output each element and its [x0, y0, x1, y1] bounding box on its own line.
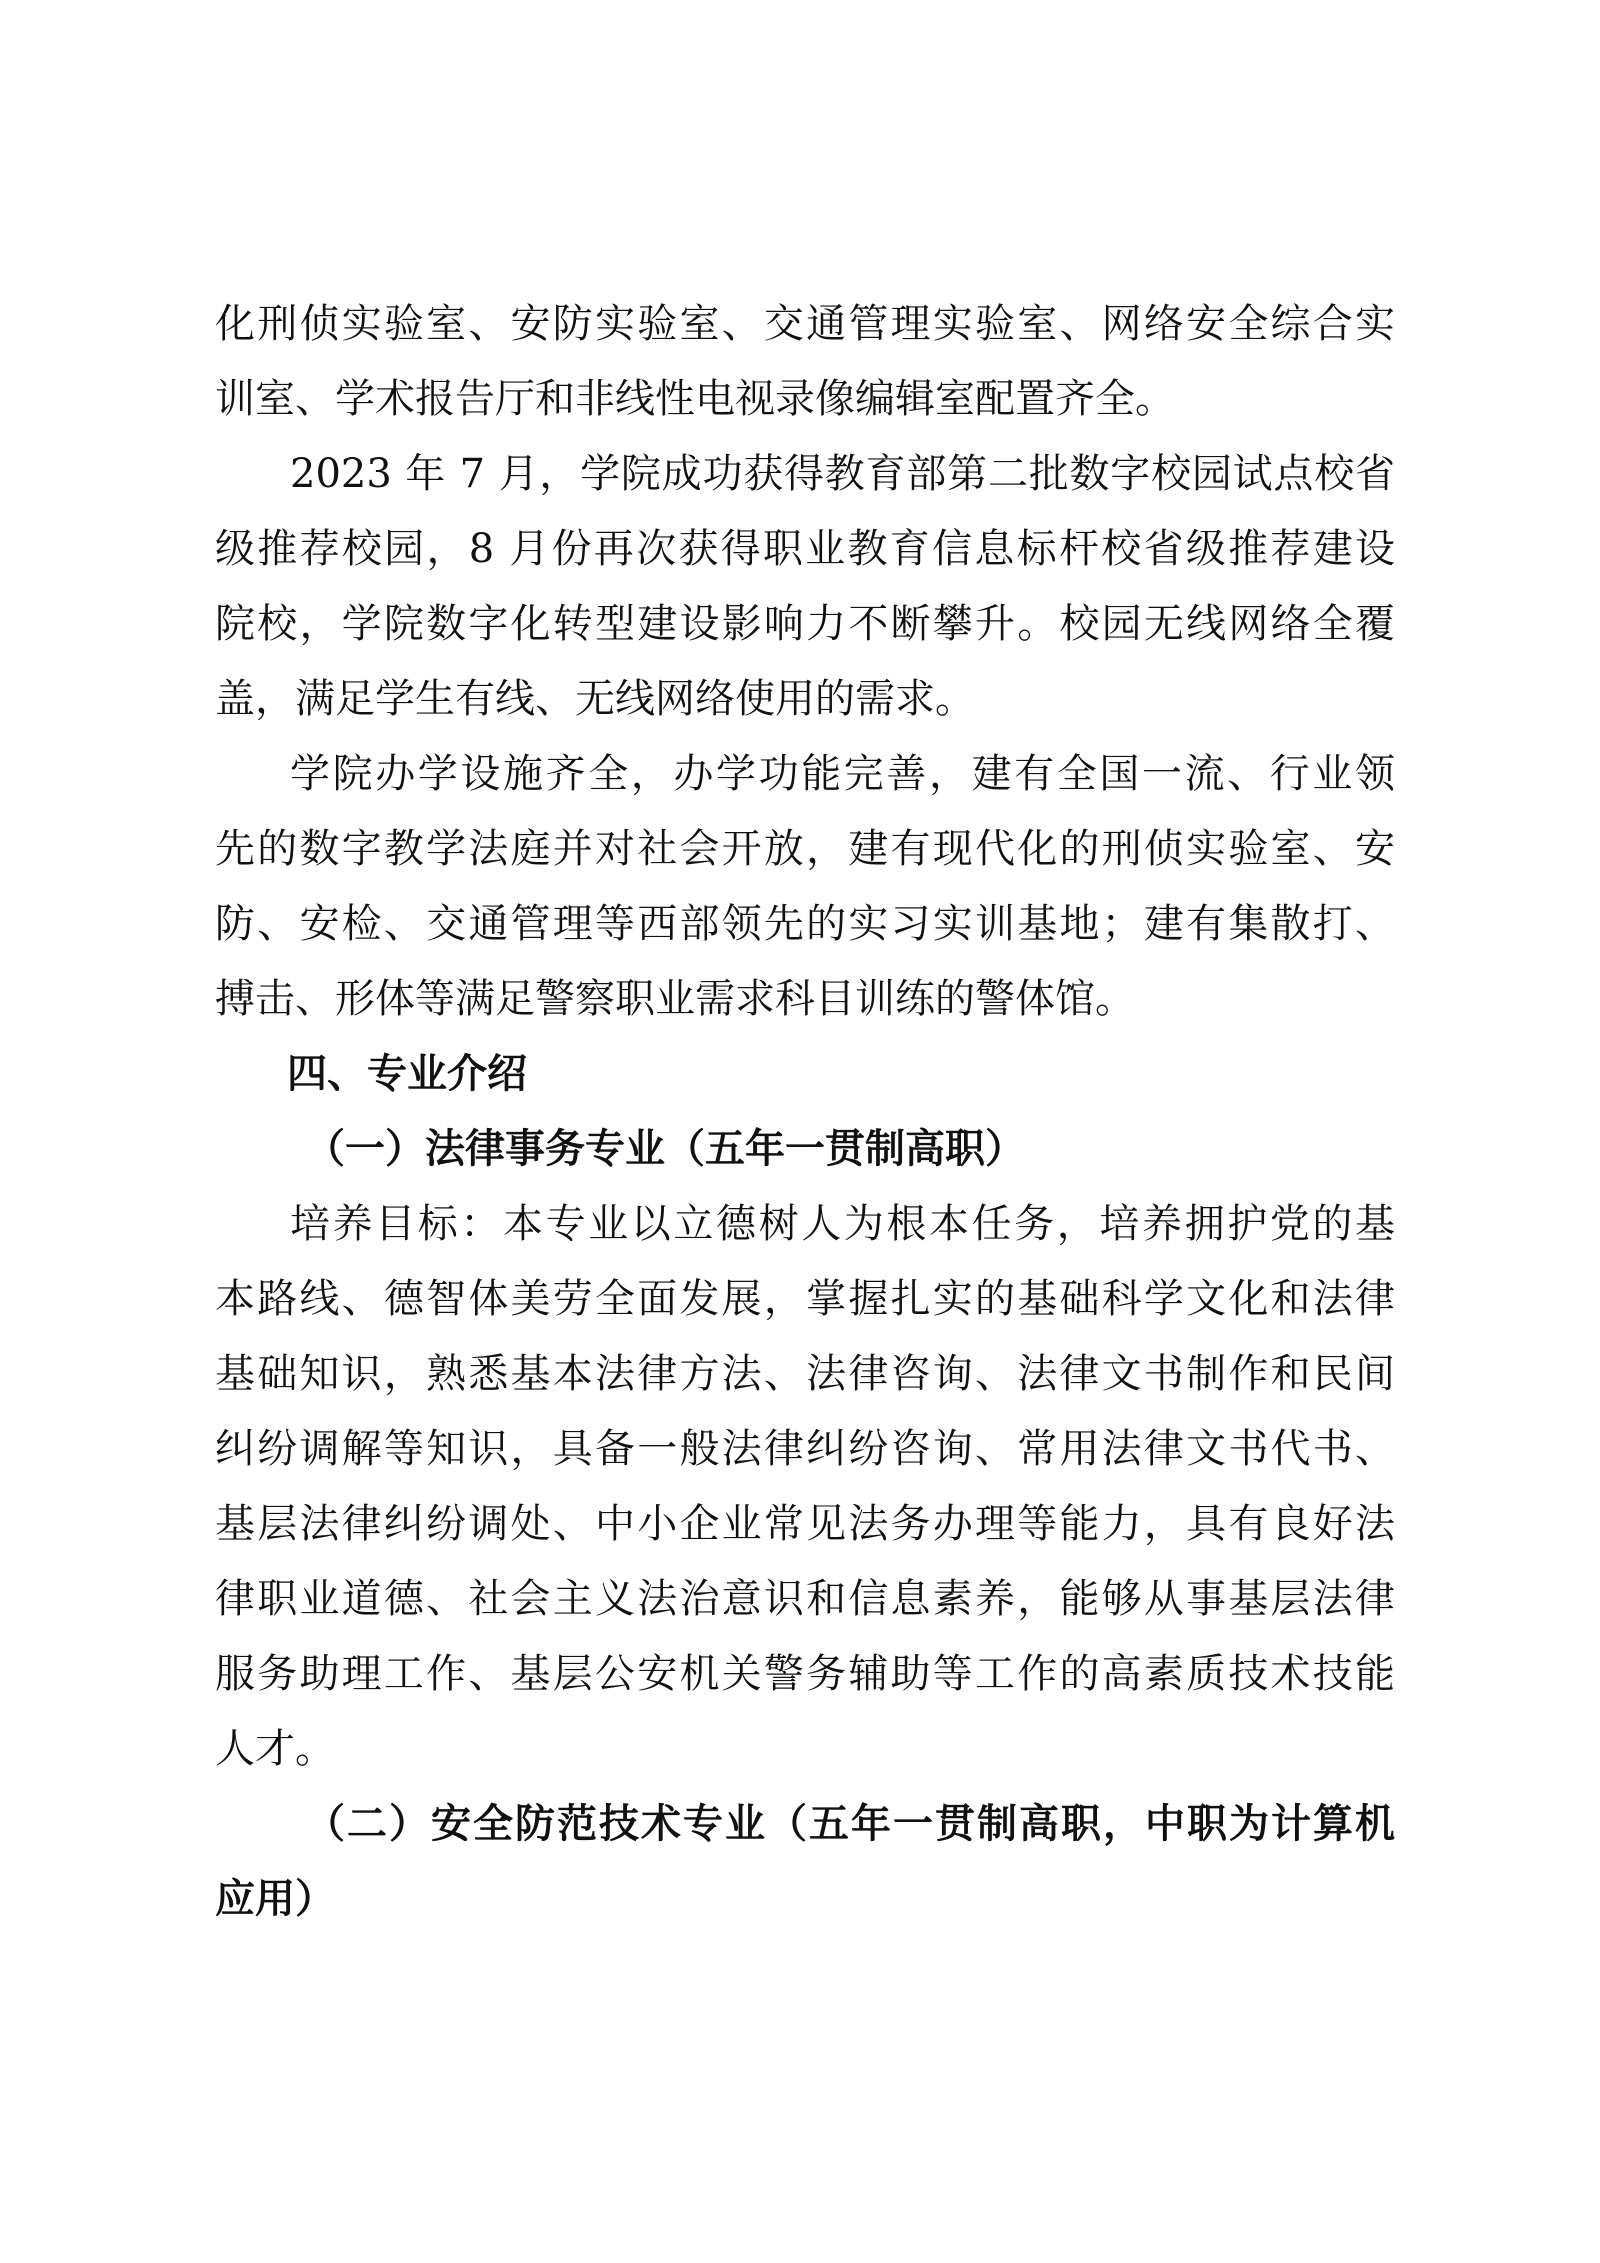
text-line: 本路线、德智体美劳全面发展，掌握扎实的基础科学文化和法律	[215, 1276, 1395, 1322]
text-line: 律职业道德、社会主义法治意识和信息素养，能够从事基层法律	[215, 1576, 1395, 1622]
text-line: 基层法律纠纷调处、中小企业常见法务办理等能力，具有良好法	[215, 1501, 1395, 1547]
text-line: 化刑侦实验室、安防实验室、交通管理实验室、网络安全综合实	[215, 301, 1395, 347]
document-page	[215, 287, 1395, 1937]
text-line: 人才。	[215, 1726, 335, 1772]
text-line: 盖，满足学生有线、无线网络使用的需求。	[215, 676, 975, 722]
section-heading: 四、专业介绍	[287, 1051, 527, 1097]
text-line: 院校，学院数字化转型建设影响力不断攀升。校园无线网络全覆	[215, 601, 1395, 647]
text-line: 防、安检、交通管理等西部领先的实习实训基地；建有集散打、	[215, 901, 1395, 947]
text-line: 先的数字教学法庭并对社会开放，建有现代化的刑侦实验室、安	[215, 826, 1395, 872]
text-line: 基础知识，熟悉基本法律方法、法律咨询、法律文书制作和民间	[215, 1351, 1395, 1397]
subsection-heading-continuation: 应用）	[215, 1876, 335, 1922]
text-line: 2023 年 7 月，学院成功获得教育部第二批数字校园试点校省	[290, 451, 1395, 497]
text-line: 搏击、形体等满足警察职业需求科目训练的警体馆。	[215, 976, 1135, 1022]
text-line: 级推荐校园，8 月份再次获得职业教育信息标杆校省级推荐建设	[215, 526, 1395, 572]
text-line: 纠纷调解等知识，具备一般法律纠纷咨询、常用法律文书代书、	[215, 1426, 1395, 1472]
text-line: 学院办学设施齐全，办学功能完善，建有全国一流、行业领	[290, 751, 1395, 797]
text-line: 训室、学术报告厅和非线性电视录像编辑室配置齐全。	[215, 376, 1175, 422]
subsection-heading: （二）安全防范技术专业（五年一贯制高职，中职为计算机	[305, 1801, 1395, 1847]
text-line: 培养目标：本专业以立德树人为根本任务，培养拥护党的基	[290, 1201, 1395, 1247]
text-line: 服务助理工作、基层公安机关警务辅助等工作的高素质技术技能	[215, 1651, 1395, 1697]
subsection-heading: （一）法律事务专业（五年一贯制高职）	[305, 1126, 1025, 1172]
